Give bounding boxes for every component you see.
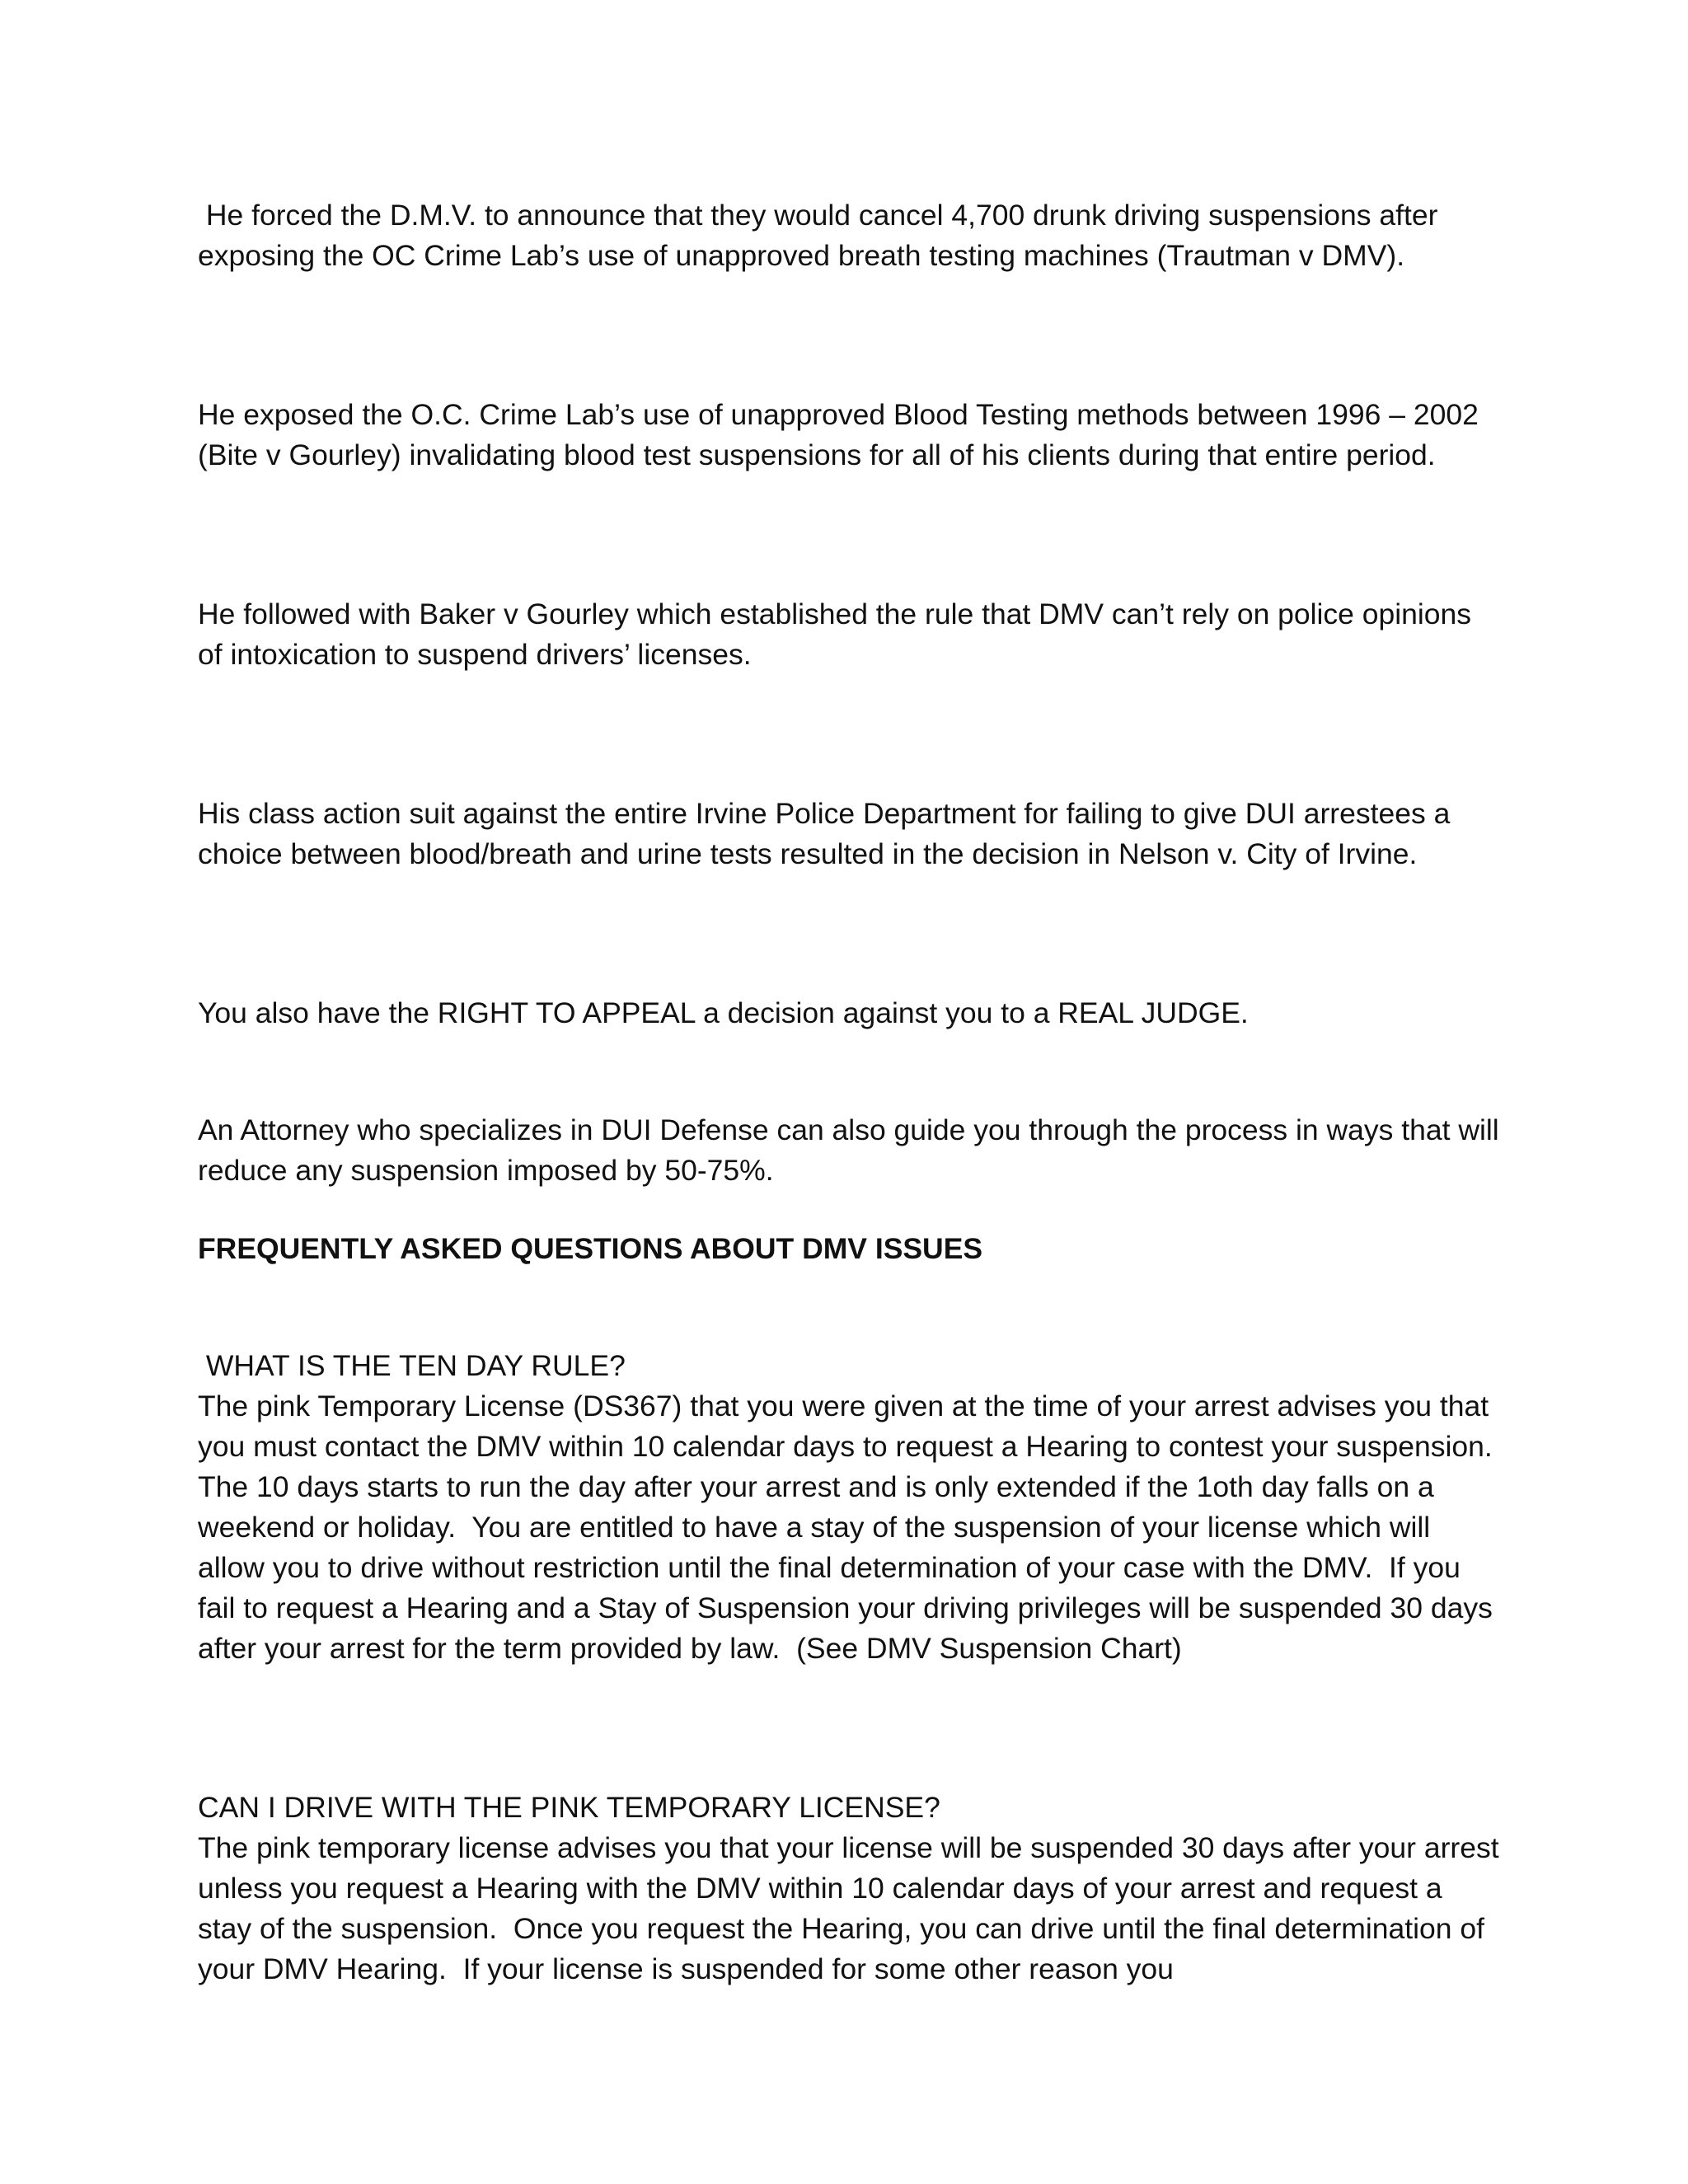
paragraph-baker: He followed with Baker v Gourley which established the rule that DMV can’t rely on police opinions of intoxication to suspend drivers’ licenses. — [198, 598, 1479, 671]
faq-answer: The pink Temporary License (DS367) that you were given at the time of your arrest advises you that you must contact the DMV within 10 calendar days to request a Hearing to contest your suspension. The 10 days starts to run the day after your arrest and is only extended if the 1oth day falls on a weekend or holiday. You are entitled to have a stay of the suspension of your license which will allow you to drive without restriction until the final determination of your case with the DMV. If you fail to request a Hearing and a Stay of Suspension your driving privileges will be suspended 30 days after your arrest for the term provided by law. (See DMV Suspension Chart) — [198, 1390, 1508, 1665]
faq-heading: FREQUENTLY ASKED QUESTIONS ABOUT DMV ISSUES — [198, 1232, 983, 1265]
paragraph-attorney: An Attorney who specializes in DUI Defense can also guide you through the process in ways that will reduce any suspension imposed by 50-75%. — [198, 1113, 1507, 1187]
faq-item-pink-license — [198, 1788, 1507, 1990]
document-body — [198, 195, 1508, 1990]
faq-question: CAN I DRIVE WITH THE PINK TEMPORARY LICENSE? — [198, 1791, 940, 1824]
faq-item-ten-day-rule — [198, 1346, 1508, 1669]
faq-answer: The pink temporary license advises you that your license will be suspended 30 days after your arrest unless you request a Hearing with the DMV within 10 calendar days of your arrest and request a stay of the suspension. Once you request the Hearing, you can drive until the final determination of your DMV Hearing. If your license is suspended for some other reason you — [198, 1831, 1507, 1985]
paragraph-right-to-appeal: You also have the RIGHT TO APPEAL a decision against you to a REAL JUDGE. — [198, 996, 1249, 1029]
paragraph-nelson: His class action suit against the entire Irvine Police Department for failing to give DUI arrestees a choice between blood/breath and urine tests resulted in the decision in Nelson v. City of Irvine. — [198, 797, 1459, 870]
paragraph-trautman: He forced the D.M.V. to announce that they would cancel 4,700 drunk driving suspensions after exposing the OC Crime Lab’s use of unapproved breath testing machines (Trautman v DMV). — [198, 199, 1447, 272]
faq-question: WHAT IS THE TEN DAY RULE? — [198, 1349, 626, 1382]
paragraph-bite: He exposed the O.C. Crime Lab’s use of unapproved Blood Testing methods between 1996 – 2002 (Bite v Gourley) invalidating blood test suspensions for all of his clients during that entire period. — [198, 398, 1487, 471]
